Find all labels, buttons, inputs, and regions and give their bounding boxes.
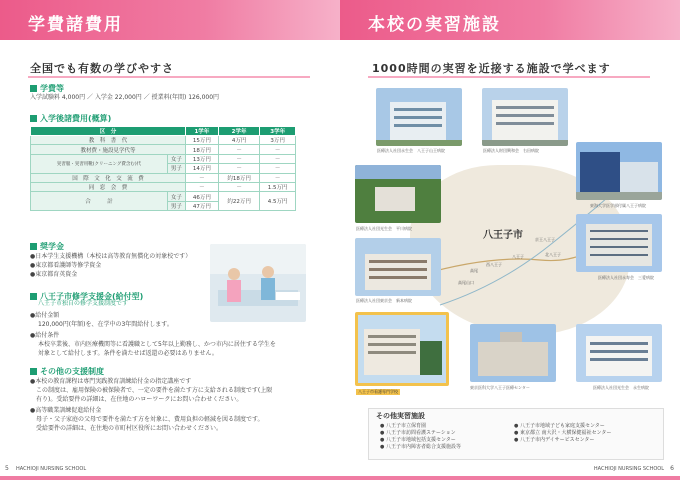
cond-text: 対象として給付します。条件を満たせば返還の必要はありません。	[38, 350, 218, 357]
hospital-building-image	[576, 214, 662, 272]
facility-photo	[470, 324, 556, 382]
table-row	[31, 173, 296, 182]
cell: －	[218, 154, 260, 163]
list-item: ● 八王子市内デイサービスセンター	[514, 437, 595, 443]
row-label: 合 計	[31, 192, 168, 211]
other-support-line: 受給要件の詳細は、在住地の市町村区役所にお問い合わせください。	[30, 425, 223, 432]
facility-photo	[482, 88, 568, 146]
hospital-building-image	[482, 88, 568, 146]
amount-text: 120,000円(年額)を、在学中の3年間給付します。	[38, 321, 173, 328]
tuition-heading: 学費等	[30, 83, 64, 94]
table-header: 1学年	[185, 127, 218, 136]
facility-photo	[355, 165, 441, 223]
cell: －	[185, 182, 218, 191]
amount-label: ●給付金額	[30, 312, 60, 319]
facility-caption: 東京医科大学八王子医療センター	[470, 385, 530, 390]
table-row	[31, 145, 296, 154]
cell: －	[260, 145, 296, 154]
cell: 47万円	[185, 201, 218, 210]
table-header-row	[31, 127, 296, 136]
cell: 4万円	[218, 136, 260, 145]
footer-text: HACHIOJI NURSING SCHOOL	[16, 466, 87, 472]
row-label: 同 窓 会 費	[31, 182, 186, 191]
other-support-line: ●高等職業訓練促進給付金	[30, 407, 102, 414]
school-caption: 八王子市看護専門学校	[358, 389, 398, 394]
row-label: 教 科 書 代	[31, 136, 186, 145]
sub-label: 男子	[167, 201, 185, 210]
cell: 約18万円	[218, 173, 260, 182]
left-page-title: 学費諸費用	[28, 15, 123, 35]
hospital-building-image	[576, 324, 662, 382]
row-label: 教材費・施設見学代等	[31, 145, 186, 154]
table-row	[31, 192, 296, 201]
facility-photo	[355, 238, 441, 296]
facility-photo	[576, 214, 662, 272]
footer-bar	[0, 476, 340, 480]
cell: －	[218, 145, 260, 154]
scholarship-item: ●日本学生支援機構（本校は高等教育無償化の対象校です）	[30, 253, 192, 260]
station-label: 西八王子	[486, 262, 502, 267]
facility-caption: 医療法人財団興和会 右田病院	[483, 148, 539, 153]
list-item: ● 八王子市立保育園	[380, 423, 426, 429]
cell: －	[260, 154, 296, 163]
cell: －	[218, 182, 260, 191]
list-item: ● 東京都立 南大沢・大横保健福祉センター	[514, 430, 612, 436]
right-page-title: 本校の実習施設	[368, 15, 501, 35]
cell: －	[185, 173, 218, 182]
table-header: 2学年	[218, 127, 260, 136]
station-label: 京王八王子	[535, 237, 555, 242]
lead-underline	[28, 76, 310, 78]
other-support-line: この制度は、雇用保険の被保険者で、一定の要件を満たす方に支給される制度です(上限	[30, 387, 273, 394]
other-support-heading: その他の支援制度	[30, 366, 104, 377]
station-label: 高尾山口	[458, 280, 474, 285]
lead-underline	[368, 76, 650, 78]
table-row	[31, 182, 296, 191]
other-facilities-title: その他実習施設	[376, 412, 425, 420]
school-photo	[355, 312, 449, 386]
cell: 46万円	[185, 192, 218, 201]
classroom-photo	[210, 244, 306, 322]
other-support-line: ●本校の教育課程は専門実践教育訓練給付金の指定講座です	[30, 378, 192, 385]
scholarship-item: ●東京都看護師等修学資金	[30, 262, 102, 269]
cell: 約22万円	[218, 192, 260, 211]
fees-table	[30, 126, 296, 211]
page-number: 5	[5, 465, 9, 472]
sub-label: 男子	[167, 164, 185, 173]
facility-caption: 東海大学医学部付属八王子病院	[590, 203, 646, 208]
map-title: 八王子市	[483, 230, 523, 241]
scholarship-item: ●東京都育英資金	[30, 271, 78, 278]
left-lead: 全国でも有数の学びやすさ	[30, 62, 174, 75]
city-support-heading: 八王子市修学支援金(給付型)	[30, 291, 143, 302]
cell: 13万円	[185, 154, 218, 163]
facility-photo	[376, 88, 462, 146]
facility-caption: 医療法人社団光生会 平川病院	[356, 226, 412, 231]
nursing-practice-image	[210, 244, 306, 322]
hospital-building-image	[576, 142, 662, 200]
station-label: 高尾	[470, 268, 478, 273]
facility-caption: 医療法人社団光生会 永生病院	[593, 385, 649, 390]
school-building-image	[358, 315, 446, 383]
table-header: 3学年	[260, 127, 296, 136]
cell: 14万円	[185, 164, 218, 173]
hospital-building-image	[470, 324, 556, 382]
list-item: ● 八王子市地域包括支援センター	[380, 437, 456, 443]
cond-text: 本校卒業後、市内医療機関等に看護職として5年以上勤務し、かつ市内に居住する学生を	[38, 341, 276, 348]
sub-label: 女子	[167, 154, 185, 163]
left-title-banner	[0, 0, 340, 40]
row-label: 実習服・実習用靴(クリーニング費含む)代	[31, 154, 168, 173]
sub-label: 女子	[167, 192, 185, 201]
right-title-banner	[340, 0, 680, 40]
cell: 3万円	[260, 136, 296, 145]
other-facilities-col2	[514, 423, 611, 444]
tuition-text: 入学試験料 4,000円 ／ 入学金 22,000円 ／ 授業料(年間) 126,000円	[30, 94, 220, 101]
facility-caption: 医療法人社団東京会 新本病院	[356, 298, 412, 303]
station-label: 八王子	[512, 254, 524, 259]
cell: 4.5万円	[260, 192, 296, 211]
table-row	[31, 154, 296, 163]
fees-heading: 入学後諸費用(概算)	[30, 113, 111, 124]
table-row	[31, 136, 296, 145]
cell: 15万円	[185, 136, 218, 145]
facility-photo	[576, 142, 662, 200]
hospital-building-image	[355, 238, 441, 296]
row-label: 国 際 文 化 交 流 費	[31, 173, 186, 182]
footer-text: HACHIOJI NURSING SCHOOL	[593, 466, 664, 472]
cell: 1.5万円	[260, 182, 296, 191]
other-support-line: 母子・父子家庭の父母で要件を満たす方を対象に、費用負担の軽減を図る制度です。	[30, 416, 264, 423]
list-item: ● 八王子市訪問看護ステーション	[380, 430, 456, 436]
city-support-sub: 八王子市独自の修学支援制度です	[38, 300, 129, 307]
list-item: ● 八王子市内障害者総合支援施設等	[380, 444, 461, 450]
facility-photo	[576, 324, 662, 382]
other-support-line: 有り)。受給要件の詳細は、在住地のハローワークにお問い合わせください。	[30, 396, 243, 403]
cell: －	[260, 164, 296, 173]
list-item: ● 八王子市地域子ども家庭支援センター	[514, 423, 605, 429]
right-lead: 1000時間の実習を近接する施設で学べます	[372, 62, 611, 75]
cell: －	[260, 173, 296, 182]
station-label: 北八王子	[545, 252, 561, 257]
hospital-building-image	[376, 88, 462, 146]
hospital-building-image	[355, 165, 441, 223]
page-number: 6	[670, 465, 674, 472]
facility-caption: 医療法人社団永生会 八王子山王病院	[377, 148, 445, 153]
other-facilities-col1	[380, 423, 461, 451]
table-header: 区 分	[31, 127, 186, 136]
cond-label: ●給付条件	[30, 332, 60, 339]
scholarship-heading: 奨学金	[30, 241, 64, 252]
footer-bar	[340, 476, 680, 480]
facility-caption: 医療法人社団永寿会 三愛病院	[598, 275, 654, 280]
cell: 18万円	[185, 145, 218, 154]
cell: －	[218, 164, 260, 173]
